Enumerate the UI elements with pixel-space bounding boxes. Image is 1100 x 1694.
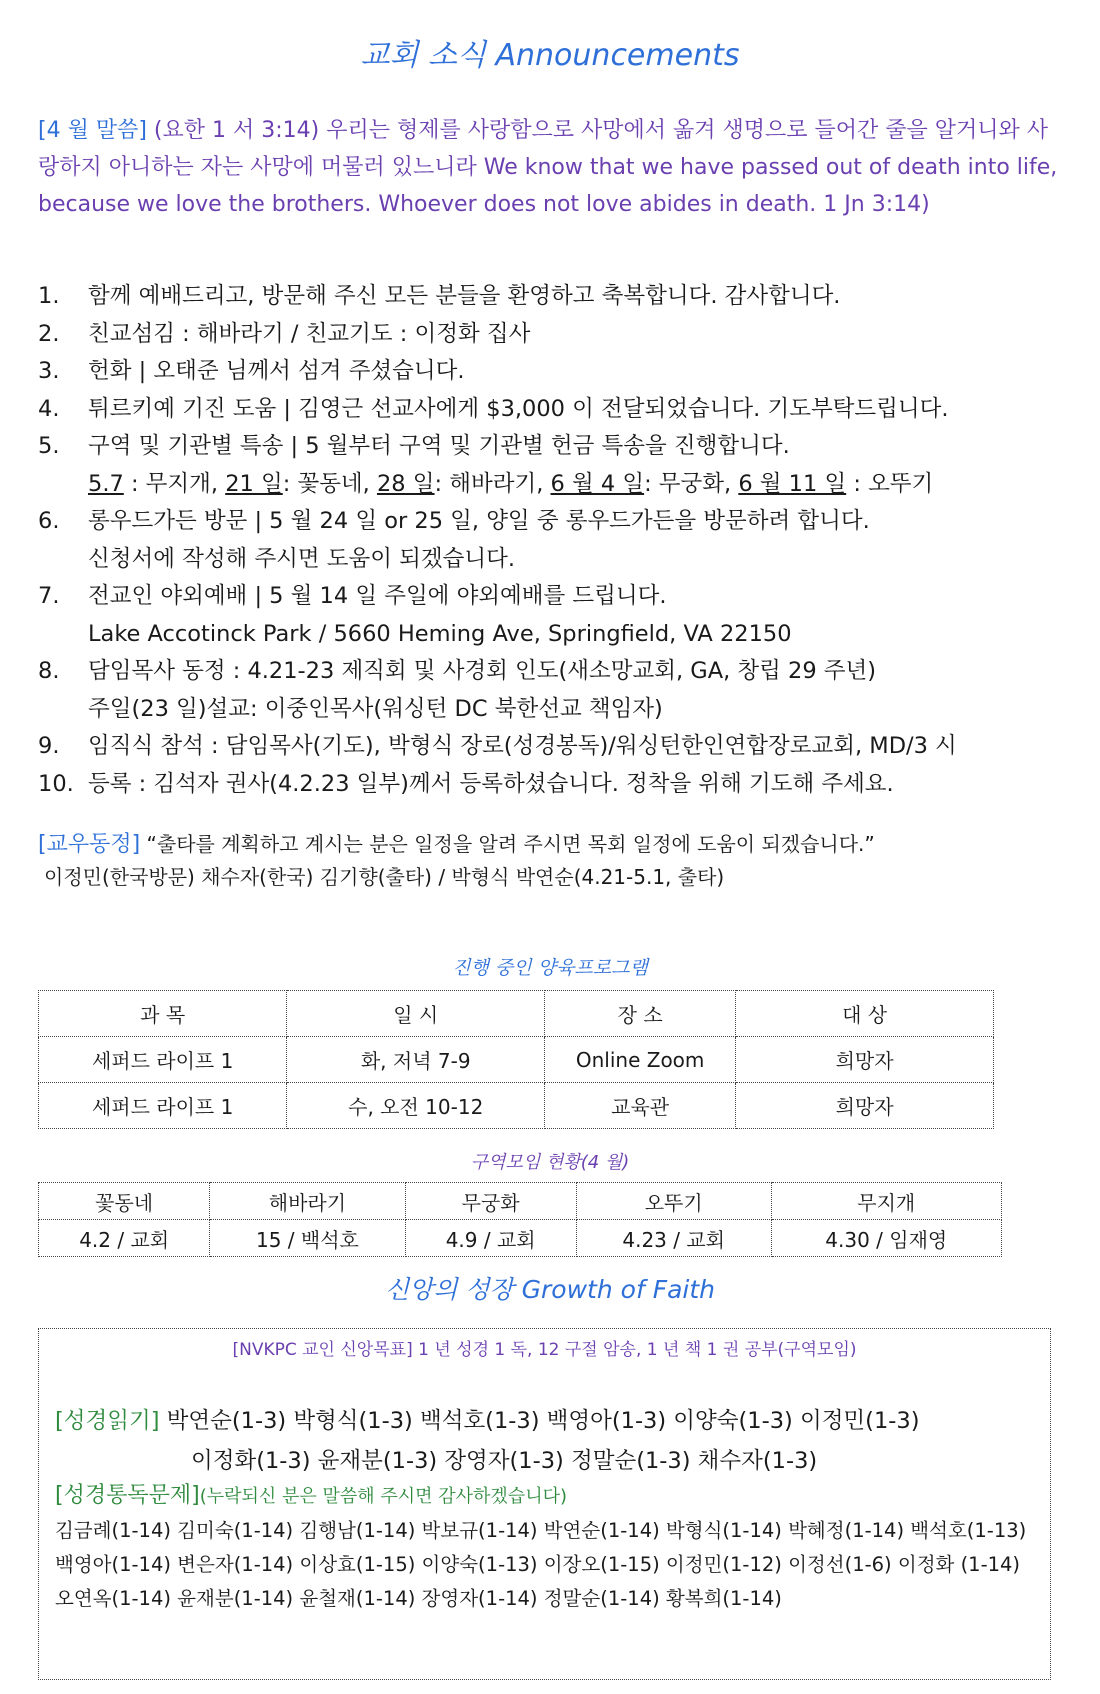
table-cell: 15 / 백석호 [210,1220,405,1257]
table-row [39,1083,994,1129]
item-number: 4. [38,395,60,422]
table-header: 장 소 [545,991,736,1037]
member-news [38,828,1078,893]
item-text: 친교섬김 : 해바라기 / 친교기도 : 이정화 집사 [88,320,531,347]
item-number: 5. [38,433,60,459]
table-header: 무궁화 [405,1183,576,1220]
item-text: 헌화 | 오태준 님께서 섬겨 주셨습니다. [88,358,465,384]
list-item [38,278,1078,316]
table-cell: 희망자 [736,1083,994,1129]
list-item [38,353,1078,391]
bible-quiz-names: 김금례(1-14) 김미숙(1-14) 김행남(1-14) 박보규(1-14) 박연순(1-14) 박형식(1-14) 박혜정(1-14) 백석호(1-13) 백영아(1-14) 변은자(1-14) 이상효(1-15) 이양숙(1-13) 이장오(1-15) 이정민(1-12) 이정선(1-6) 이정화 (1-14) 오연옥(1-14) 윤재분(1-14) 윤철재(1-14) 장영자(1-14) 정말순(1-14) 황복희(1-14) [55,1519,1027,1610]
schedule-group: : 꽃동네, [282,470,377,497]
table-header: 오뚜기 [576,1183,771,1220]
table-cell: 희망자 [736,1037,994,1083]
growth-title: 신앙의 성장 Growth of Faith [385,1275,715,1304]
item-text: 전교인 야외예배 | 5 월 14 일 주일에 야외예배를 드립니다. [88,583,667,609]
table-header-row [39,1183,1002,1220]
item-number: 1. [38,283,60,309]
item-number: 2. [38,320,60,347]
item-text: 임직식 참석 : 담임목사(기도), 박형식 장로(성경봉독)/워싱턴한인연합장로교회, MD/3 시 [88,733,957,759]
page-title: 교회 소식 Announcements [360,38,740,73]
bible-quiz [55,1479,1035,1616]
bible-reading-tag: [성경읽기] [55,1408,160,1434]
table-cell: 수, 오전 10-12 [287,1083,545,1129]
table-cell: 4.30 / 임재영 [771,1220,1001,1257]
list-item [38,578,1078,616]
list-item [38,728,1078,766]
schedule-date: 21 일 [225,470,283,497]
item-text: 담임목사 동정 : 4.21-23 제직회 및 사경회 인도(새소망교회, GA, 창립 29 주년) [88,658,877,684]
table-cell: 화, 저녁 7-9 [287,1037,545,1083]
item-text: 함께 예배드리고, 방문해 주신 모든 분들을 환영하고 축복합니다. 감사합니다. [88,283,841,309]
table-cell: 4.2 / 교회 [39,1220,210,1257]
list-item [38,428,1078,466]
item-text: 롱우드가든 방문 | 5 월 24 일 or 25 일, 양일 중 롱우드가든을 방문하려 합니다. [88,508,870,534]
special-song-schedule [38,466,1078,504]
schedule-date: 6 월 11 일 [738,470,847,497]
table-header: 대 상 [736,991,994,1037]
member-news-tag: [교우동정] [38,832,141,857]
table-cell: 세퍼드 라이프 1 [39,1037,287,1083]
list-item-continued: Lake Accotinck Park / 5660 Heming Ave, Springfield, VA 22150 [88,620,792,647]
table-cell: Online Zoom [545,1037,736,1083]
item-number: 6. [38,508,60,534]
verse-text: (요한 1 서 3:14) 우리는 형제를 사랑함으로 사망에서 옮겨 생명으로 들어간 줄을 알거니와 사랑하지 아니하는 자는 사망에 머물러 있느니라 We know that we have passed out of death into life, because we love the brothers. Whoever does not love abides in death. 1 Jn 3:14) [38,118,1058,217]
table-row [39,1220,1002,1257]
list-item-continued: 신청서에 작성해 주시면 도움이 되겠습니다. [88,545,515,572]
table-cell: 교육관 [545,1083,736,1129]
table-header: 일 시 [287,991,545,1037]
bible-quiz-tag: [성경통독문제] [55,1483,200,1508]
monthly-verse [38,112,1068,223]
schedule-date: 5.7 [88,470,124,497]
schedule-date: 28 일 [376,470,435,497]
verse-reference: [4 월 말씀] [38,118,147,143]
item-number: 7. [38,583,60,609]
table-cell: 세퍼드 라이프 1 [39,1083,287,1129]
programs-title: 진행 중인 양육프로그램 [452,957,648,979]
announcement-list [38,278,1078,803]
schedule-group: : 무지개, [123,470,226,497]
list-item [38,503,1078,541]
item-text: 등록 : 김석자 권사(4.2.23 일부)께서 등록하셨습니다. 정착을 위해 기도해 주세요. [88,770,894,797]
item-number: 8. [38,658,60,684]
groups-title: 구역모임 현황(4 월) [470,1152,630,1173]
item-text: 구역 및 기관별 특송 | 5 월부터 구역 및 기관별 헌금 특송을 진행합니다. [88,433,790,459]
table-header: 과 목 [39,991,287,1037]
item-text: 튀르키예 기진 도움 | 김영근 선교사에게 $3,000 이 전달되었습니다. 기도부탁드립니다. [88,395,949,422]
table-header: 무지개 [771,1183,1001,1220]
list-item [38,316,1078,354]
table-cell: 4.23 / 교회 [576,1220,771,1257]
table-header: 해바라기 [210,1183,405,1220]
faith-goal: [NVKPC 교인 신앙목표] 1 년 성경 1 독, 12 구절 암송, 1 년 책 1 권 공부(구역모임) [232,1340,857,1360]
groups-table [38,1182,1002,1257]
item-number: 10. [38,770,74,797]
schedule-date: 6 월 4 일 [550,470,645,497]
growth-box [38,1328,1051,1680]
list-item [38,391,1078,429]
programs-table [38,990,994,1129]
table-row [39,1037,994,1083]
bible-reading-names-continued: 이정화(1-3) 윤재분(1-3) 장영자(1-3) 정말순(1-3) 채수자(1-3) [191,1448,818,1474]
bible-reading [55,1401,919,1481]
member-news-quote: “출타를 계획하고 계시는 분은 일정을 알려 주시면 목회 일정에 도움이 되겠습니다.” [140,832,875,856]
list-item-continued: 주일(23 일)설교: 이중인목사(워싱턴 DC 북한선교 책임자) [88,695,663,722]
table-cell: 4.9 / 교회 [405,1220,576,1257]
item-number: 9. [38,733,60,759]
list-item [38,653,1078,691]
schedule-group: : 무궁화, [644,470,739,497]
bible-reading-names: 박연순(1-3) 박형식(1-3) 백석호(1-3) 백영아(1-3) 이양숙(1-3) 이정민(1-3) [159,1408,920,1434]
table-header: 꽃동네 [39,1183,210,1220]
schedule-group: : 오뚜기 [846,470,934,497]
item-number: 3. [38,358,60,384]
bible-quiz-note: (누락되신 분은 말씀해 주시면 감사하겠습니다) [199,1486,567,1507]
list-item [38,766,1078,804]
schedule-group: : 해바라기, [434,470,551,497]
table-header-row [39,991,994,1037]
member-news-names: 이정민(한국방문) 채수자(한국) 김기향(출타) / 박형식 박연순(4.21-5.1, 출타) [44,865,725,889]
